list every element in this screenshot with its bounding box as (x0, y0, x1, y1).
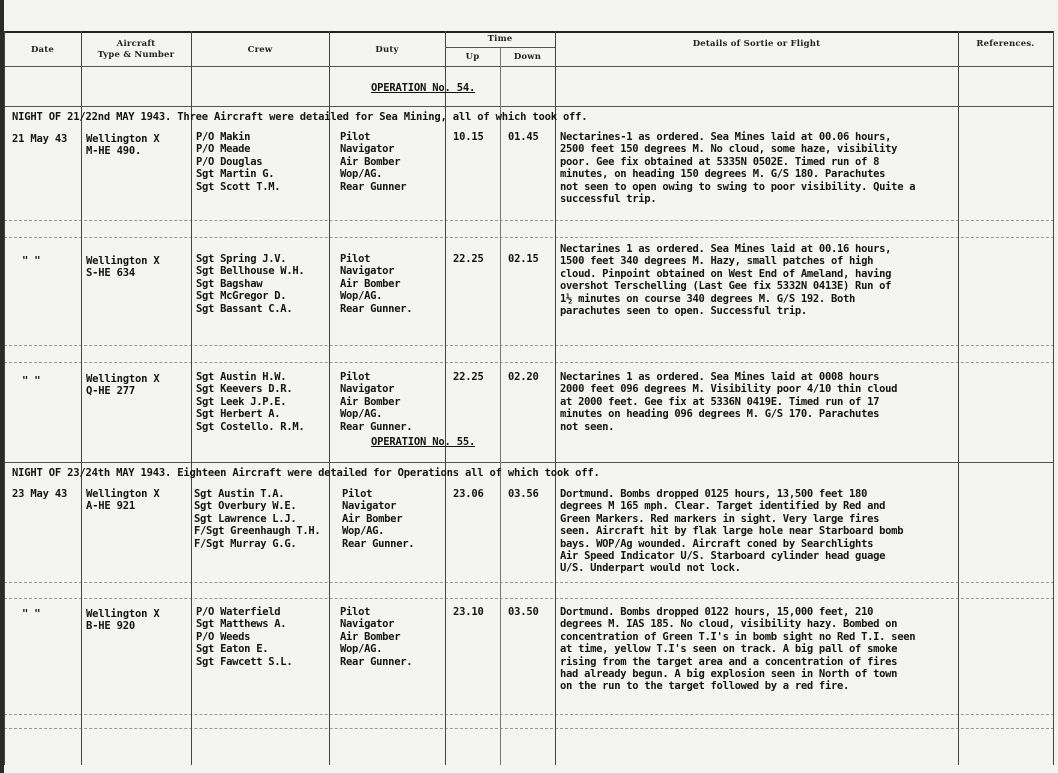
details-line: U/S. Underpart would not lock. (560, 562, 741, 575)
details-line: concentration of Green T.I's in bomb sight no Red T.I. seen (560, 630, 916, 643)
details-line: bays. WOP/Ag wounded. Aircraft coned by Searchlights (560, 537, 874, 550)
crew-list (196, 253, 304, 315)
details-line: 2000 feet 096 degrees M. Visibility poor 4/10 thin cloud (560, 383, 898, 396)
time-down: 03.56 (508, 488, 539, 500)
operation-title: OPERATION No. 54. (371, 82, 476, 94)
duty-item: Rear Gunner (340, 180, 407, 193)
crew-member: Sgt Bagshaw (196, 277, 263, 290)
crew-member: Sgt Keevers D.R. (196, 383, 293, 396)
crew-member: Sgt Austin H.W. (196, 371, 287, 383)
details-line: 2500 feet 150 degrees M. No cloud, some haze, visibility (560, 143, 898, 156)
sortie-details (560, 488, 903, 575)
duty-list (340, 371, 412, 433)
duty-list (340, 131, 406, 193)
details-line: rising from the target area and a concentration of fires (560, 655, 898, 668)
duty-item: Pilot (342, 488, 373, 500)
details-line: degrees M 165 mph. Clear. Target identified by Red and (560, 500, 886, 513)
crew-list (196, 131, 280, 193)
duty-item: Rear Gunner. (340, 420, 413, 433)
details-line: seen. Aircraft hit by flak large hole near Starboard bomb (560, 525, 904, 538)
duty-item: Pilot (340, 131, 371, 143)
crew-member: Sgt Bellhouse W.H. (196, 265, 305, 278)
crew-member: Sgt Overbury W.E. (194, 500, 297, 513)
sortie-date: " " (22, 255, 41, 267)
duty-item: Wop/AG. (340, 408, 383, 421)
header-details: Details of Sortie or Flight (692, 39, 821, 49)
crew-member: P/O Weeds (196, 630, 251, 643)
time-up: 22.25 (453, 253, 484, 265)
details-line: Dortmund. Bombs dropped 0122 hours, 15,000 feet, 210 (560, 606, 874, 618)
duty-item: Navigator (342, 500, 397, 513)
time-down: 02.15 (508, 253, 539, 265)
header-references: References. (976, 39, 1035, 49)
crew-member: Sgt Herbert A. (196, 408, 281, 421)
duty-item: Rear Gunner. (340, 302, 413, 315)
aircraft-number: M-HE 490. (86, 145, 142, 157)
sortie-details (560, 606, 915, 693)
crew-member: P/O Douglas (196, 155, 263, 168)
crew-member: Sgt Austin T.A. (194, 488, 285, 500)
crew-list (196, 606, 292, 668)
duty-item: Pilot (340, 253, 371, 265)
operation-title: OPERATION No. 55. (371, 436, 476, 448)
duty-item: Navigator (340, 383, 395, 396)
details-line: parachutes seen to open. Successful trip. (560, 305, 807, 318)
details-line: Dortmund. Bombs dropped 0125 hours, 13,500 feet 180 (560, 488, 868, 500)
header-up: Up (465, 52, 480, 62)
duty-item: Wop/AG. (340, 290, 383, 303)
time-up: 22.25 (453, 371, 484, 383)
details-line: had already begun. A big explosion seen in North of town (560, 668, 898, 681)
time-down: 01.45 (508, 131, 539, 143)
duty-item: Rear Gunner. (340, 655, 413, 668)
crew-member: Sgt Matthews A. (196, 618, 287, 631)
duty-item: Navigator (340, 143, 395, 156)
duty-item: Rear Gunner. (342, 537, 415, 550)
details-line: Nectarines 1 as ordered. Sea Mines laid at 0008 hours (560, 371, 880, 383)
aircraft-type: Wellington X (86, 255, 160, 267)
sortie-details (560, 371, 897, 433)
details-line: 1500 feet 340 degrees M. Hazy, small patches of high (560, 255, 874, 268)
header-date: Date (30, 45, 54, 55)
time-up: 23.10 (453, 606, 484, 618)
duty-list (340, 606, 412, 668)
details-line: Air Speed Indicator U/S. Starboard cylinder head guage (560, 550, 886, 563)
duty-item: Air Bomber (342, 512, 403, 525)
details-line: minutes, on heading 150 degrees M. G/S 180. Parachutes (560, 168, 886, 181)
sortie-date: " " (22, 608, 41, 620)
aircraft-number: A-HE 921 (86, 500, 135, 512)
duty-item: Air Bomber (340, 155, 401, 168)
details-line: cloud. Pinpoint obtained on West End of Ameland, having (560, 267, 892, 280)
details-line: not seen to open owing to swing to poor visibility. Quite a (560, 180, 916, 193)
duty-item: Wop/AG. (342, 525, 385, 538)
header-aircraft: Aircraft (116, 39, 156, 49)
crew-member: Sgt Martin G. (196, 168, 275, 181)
crew-member: Sgt Lawrence L.J. (194, 512, 297, 525)
details-line: Nectarines 1 as ordered. Sea Mines laid at 00.16 hours, (560, 243, 892, 255)
crew-member: P/O Waterfield (196, 606, 281, 618)
crew-member: F/Sgt Greenhaugh T.H. (194, 525, 321, 538)
duty-list (342, 488, 414, 550)
aircraft-type: Wellington X (86, 488, 160, 500)
details-line: Nectarines-1 as ordered. Sea Mines laid at 00.06 hours, (560, 131, 892, 143)
crew-member: Sgt Bassant C.A. (196, 302, 293, 315)
crew-member: Sgt Scott T.M. (196, 180, 281, 193)
duty-list (340, 253, 412, 315)
header-time: Time (487, 34, 513, 44)
time-up: 10.15 (453, 131, 484, 143)
operation-night-line: NIGHT OF 21/22nd MAY 1943. Three Aircraft were detailed for Sea Mining, all of which took off. (12, 111, 588, 123)
crew-member: P/O Meade (196, 143, 251, 156)
duty-item: Navigator (340, 618, 395, 631)
details-line: not seen. (560, 420, 615, 433)
header-crew: Crew (247, 45, 273, 55)
details-line: degrees M. IAS 185. No cloud, visibility hazy. Bombed on (560, 618, 898, 631)
header-duty: Duty (375, 45, 399, 55)
header-down: Down (513, 52, 542, 62)
crew-member: Sgt Spring J.V. (196, 253, 287, 265)
aircraft-type: Wellington X (86, 608, 160, 620)
duty-item: Air Bomber (340, 277, 401, 290)
aircraft-number: S-HE 634 (86, 267, 135, 279)
aircraft-number: Q-HE 277 (86, 385, 135, 397)
sortie-details (560, 131, 915, 205)
duty-item: Pilot (340, 606, 371, 618)
time-up: 23.06 (453, 488, 484, 500)
details-line: successful trip. (560, 193, 657, 206)
aircraft-type: Wellington X (86, 373, 160, 385)
sortie-details (560, 243, 891, 317)
time-down: 02.20 (508, 371, 539, 383)
crew-list (196, 371, 304, 433)
duty-item: Wop/AG. (340, 643, 383, 656)
crew-member: Sgt Costello. R.M. (196, 420, 305, 433)
crew-member: F/Sgt Murray G.G. (194, 537, 297, 550)
sortie-date: 23 May 43 (12, 488, 68, 500)
sortie-date: 21 May 43 (12, 133, 68, 145)
details-line: minutes on heading 096 degrees M. G/S 170. Parachutes (560, 408, 880, 421)
time-down: 03.50 (508, 606, 539, 618)
duty-item: Air Bomber (340, 630, 401, 643)
crew-member: P/O Makin (196, 131, 251, 143)
details-line: poor. Gee fix obtained at 5335N 0502E. Timed run of 8 (560, 155, 880, 168)
details-line: on the run to the target followed by a red fire. (560, 680, 850, 693)
crew-list (194, 488, 320, 550)
details-line: Green Markers. Red markers in sight. Very large fires (560, 512, 880, 525)
details-line: overshot Terschelling (Last Gee fix 5332N 0413E) Run of (560, 280, 892, 293)
sortie-date: " " (22, 375, 41, 387)
aircraft-type: Wellington X (86, 133, 160, 145)
duty-item: Wop/AG. (340, 168, 383, 181)
duty-item: Air Bomber (340, 395, 401, 408)
operation-night-line: NIGHT OF 23/24th MAY 1943. Eighteen Aircraft were detailed for Operations all of which took off. (12, 467, 600, 479)
details-line: 1½ minutes on course 340 degrees M. G/S 192. Both (560, 292, 856, 305)
crew-member: Sgt McGregor D. (196, 290, 287, 303)
details-line: at 2000 feet. Gee fix at 5336N 0419E. Timed run of 17 (560, 395, 880, 408)
crew-member: Sgt Eaton E. (196, 643, 269, 656)
header-aircraft-type: Type & Number (97, 50, 175, 60)
aircraft-number: B-HE 920 (86, 620, 135, 632)
details-line: at time, yellow T.I's seen on track. A big pall of smoke (560, 643, 898, 656)
crew-member: Sgt Fawcett S.L. (196, 655, 293, 668)
duty-item: Pilot (340, 371, 371, 383)
crew-member: Sgt Leek J.P.E. (196, 395, 287, 408)
duty-item: Navigator (340, 265, 395, 278)
